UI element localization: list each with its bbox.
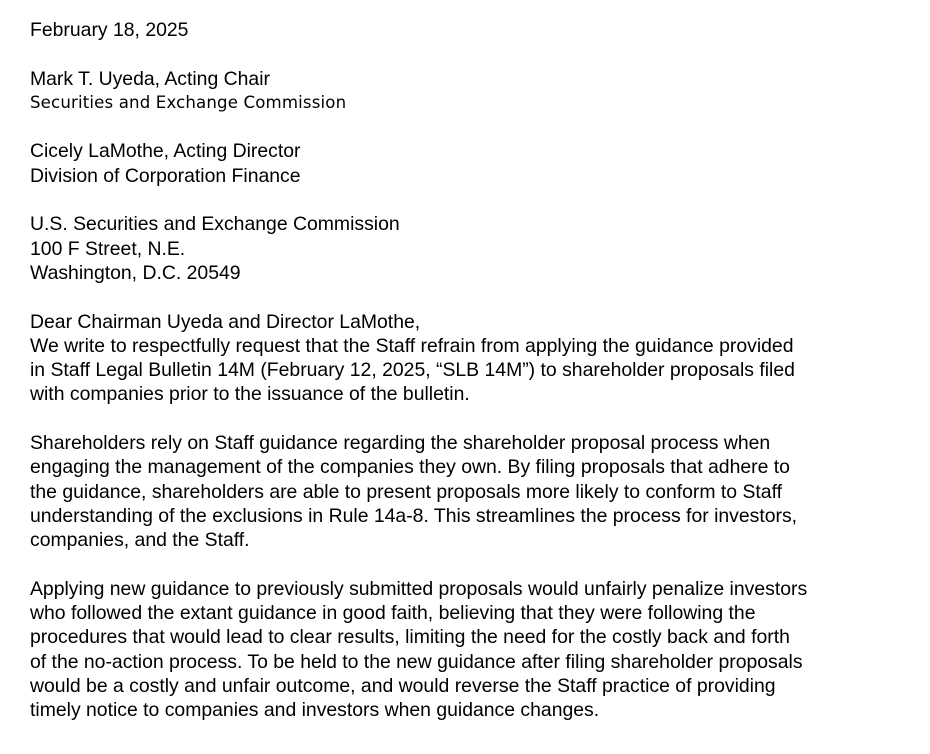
spacer — [30, 188, 910, 212]
paragraph-line: the guidance, shareholders are able to present proposals more likely to conform to Staff — [30, 480, 782, 503]
paragraph-line: would be a costly and unfair outcome, and would reverse the Staff practice of providing — [30, 675, 776, 698]
letter-page — [30, 18, 910, 723]
paragraph-line: engaging the management of the companies they own. By filing proposals that adhere to — [30, 456, 790, 479]
paragraph-line: Shareholders rely on Staff guidance regarding the shareholder proposal process when — [30, 432, 771, 455]
recipient2-name: Cicely LaMothe, Acting Director — [30, 140, 301, 163]
letter-date: February 18, 2025 — [30, 19, 189, 41]
spacer — [30, 115, 910, 139]
address-line-3: Washington, D.C. 20549 — [30, 261, 241, 284]
paragraph-line: timely notice to companies and investors when guidance changes. — [30, 699, 600, 722]
spacer — [30, 42, 910, 66]
spacer — [30, 285, 910, 309]
paragraph-line: We write to respectfully request that the Staff refrain from applying the guidance provided — [30, 334, 794, 357]
paragraph-line: in Staff Legal Bulletin 14M (February 12, 2025, “SLB 14M”) to shareholder proposals filed — [30, 359, 795, 382]
paragraph-line: understanding of the exclusions in Rule 14a-8. This streamlines the process for investors, — [30, 504, 798, 527]
salutation: Dear Chairman Uyeda and Director LaMothe, — [30, 310, 421, 333]
address-line-2: 100 F Street, N.E. — [30, 237, 186, 260]
paragraph-line: companies, and the Staff. — [30, 529, 250, 552]
paragraph-2 — [30, 431, 910, 552]
spacer — [30, 407, 910, 431]
recipient1-org: Securities and Exchange Commission — [30, 92, 347, 112]
paragraph-line: Applying new guidance to previously submitted proposals would unfairly penalize investors — [30, 577, 808, 600]
recipient2-org: Division of Corporation Finance — [30, 164, 301, 187]
paragraph-line: of the no-action process. To be held to the new guidance after filing shareholder proposals — [30, 650, 803, 673]
paragraph-line: who followed the extant guidance in good faith, believing that they were following the — [30, 602, 756, 625]
paragraph-line: procedures that would lead to clear results, limiting the need for the costly back and forth — [30, 626, 790, 649]
recipient1-name: Mark T. Uyeda, Acting Chair — [30, 67, 270, 90]
address-line-1: U.S. Securities and Exchange Commission — [30, 213, 400, 236]
spacer — [30, 553, 910, 577]
paragraph-3 — [30, 577, 910, 723]
paragraph-1 — [30, 334, 910, 407]
paragraph-line: with companies prior to the issuance of the bulletin. — [30, 383, 470, 406]
